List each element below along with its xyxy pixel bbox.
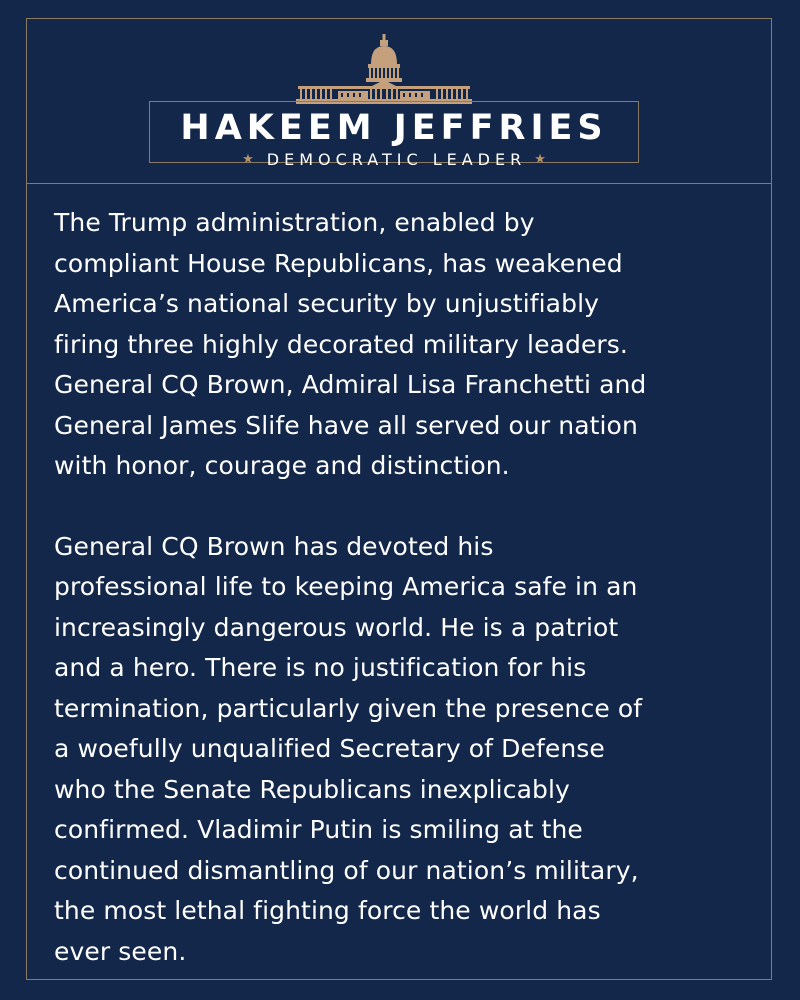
statement-line: General CQ Brown, Admiral Lisa Franchetti and [54, 370, 647, 399]
header-divider [26, 183, 772, 184]
statement-line: who the Senate Republicans inexplicably [54, 774, 570, 804]
statement-line: confirmed. Vladimir Putin is smiling at the [54, 815, 583, 844]
statement-line: termination, particularly given the presence of [54, 693, 643, 723]
statement-body [54, 203, 764, 972]
star-right-icon: ★ [534, 152, 546, 167]
statement-line: continued dismantling of our nation’s military, [54, 855, 639, 885]
statement-line: a woefully unqualified Secretary of Defense [54, 734, 605, 763]
statement-line: ever seen. [54, 936, 187, 966]
statement-line: The Trump administration, enabled by [54, 208, 535, 237]
statement-line: General CQ Brown has devoted his [54, 531, 494, 561]
capitol-building-icon [296, 34, 472, 104]
statement-line: increasingly dangerous world. He is a patriot [54, 612, 619, 642]
statement-line: and a hero. There is no justification for his [54, 653, 587, 682]
paragraph-1 [54, 203, 764, 487]
statement-line: compliant House Republicans, has weakened [54, 248, 623, 278]
leader-name: HAKEEM JEFFRIES [180, 108, 608, 148]
statement-line: America’s national security by unjustifiably [54, 289, 600, 318]
statement-line: with honor, courage and distinction. [54, 451, 510, 480]
leader-title: DEMOCRATIC LEADER [266, 150, 527, 169]
statement-line: firing three highly decorated military leaders. [54, 329, 628, 359]
statement-line: General James Slife have all served our nation [54, 410, 638, 440]
paragraph-2 [54, 527, 764, 973]
leader-title-row [149, 149, 639, 171]
statement-line: professional life to keeping America safe in an [54, 572, 638, 601]
statement-line: the most lethal fighting force the world has [54, 896, 601, 925]
star-left-icon: ★ [242, 152, 254, 167]
